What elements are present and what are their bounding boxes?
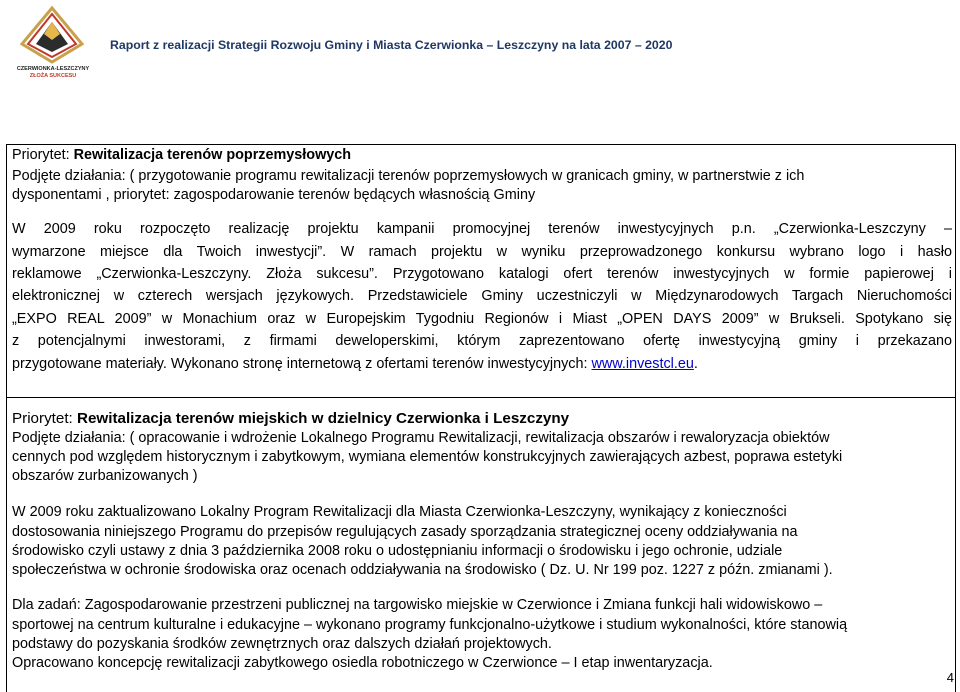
section1-para-line7 xyxy=(12,356,952,373)
section2-actions-line1: Podjęte działania: ( opracowanie i wdrożenie Lokalnego Programu Rewitalizacji, rewitalizacja obszarów i rewaloryzacja obiektów xyxy=(12,430,830,446)
section2-para2-line1: Dla zadań: Zagospodarowanie przestrzeni publicznej na targowisko miejskie w Czerwionce i Zmiana funkcji hali widowiskowo – xyxy=(12,597,823,613)
section1-priority-label: Priorytet: xyxy=(12,147,74,163)
section1-para-line7-end: . xyxy=(693,356,698,372)
section2-para2-line4: Opracowano koncepcję rewitalizacji zabytkowego osiedla robotniczego w Czerwionce – I etap inwentaryzacja. xyxy=(12,655,713,671)
section1-para-line4: elektronicznej w czterech wersjach językowych. Przedstawiciele Gminy uczestniczyli w Międzynarodowych Targach Nieruchomości xyxy=(12,288,952,304)
header-title: Raport z realizacji Strategii Rozwoju Gminy i Miasta Czerwionka – Leszczyny na lata 2007 – 2020 xyxy=(110,38,673,52)
section1-para-line7-text: przygotowane materiały. Wykonano stronę internetową z ofertami terenów inwestycyjnych: xyxy=(12,356,592,372)
section2-para1-line3: środowisko czyli ustawy z dnia 3 października 2008 roku o udostępnianiu informacji o środowisku i jego ochronie, udziale xyxy=(12,543,783,559)
section-divider xyxy=(6,397,956,398)
investcl-link[interactable]: www.investcl.eu xyxy=(591,356,694,372)
section2-actions-line3: obszarów zurbanizowanych ) xyxy=(12,468,198,484)
section2-para1-line2: dostosowania niniejszego Programu do przepisów regulujących zasady sporządzania strategicznej oceny oddziaływania na xyxy=(12,524,798,540)
section1-para-line2: wymarzone miejsce dla Twoich inwestycji”. W ramach projektu w wyniku przeprowadzonego konkursu wybrano logo i hasło xyxy=(12,244,952,260)
section2-heading xyxy=(12,410,952,427)
section2-para2-line2: sportowej na centrum kulturalne i edukacyjne – wykonano programy funkcjonalno-użytkowe i studium wykonalności, które stanowią xyxy=(12,617,848,633)
section2-para2-line3: podstawy do pozyskania środków zewnętrznych oraz dalszych działań projektowych. xyxy=(12,636,552,652)
section1-heading xyxy=(12,147,952,164)
section1-actions-line2: dysponentami , priorytet: zagospodarowanie terenów będących własnością Gminy xyxy=(12,187,536,203)
section1-para-line3: reklamowe „Czerwionka-Leszczyny. Złoża sukcesu”. Przygotowano katalogi ofert terenów inwestycyjnych w formie papierowej i xyxy=(12,266,952,282)
page-number: 4 xyxy=(946,670,954,685)
section2-actions-line2: cennych pod względem historycznym i zabytkowym, wymiana elementów konstrukcyjnych zawierających azbest, poprawa estetyki xyxy=(12,449,843,465)
section2-para1-line1: W 2009 roku zaktualizowano Lokalny Program Rewitalizacji dla Miasta Czerwionka-Leszczyny, wynikający z konieczności xyxy=(12,504,787,520)
section2-priority-title: Rewitalizacja terenów miejskich w dzielnicy Czerwionka i Leszczyny xyxy=(77,410,570,427)
section1-priority-title: Rewitalizacja terenów poprzemysłowych xyxy=(73,147,352,163)
section1-para-line5: „EXPO REAL 2009” w Monachium oraz w Europejskim Tygodniu Regionów i Miast „OPEN DAYS 2009” w Brukseli. Spotykano się xyxy=(12,311,952,327)
section1-para-line6: z potencjalnymi inwestorami, z firmami deweloperskimi, którym zaprezentowano ofertę inwestycyjną gminy i przekazano xyxy=(12,333,952,349)
logo-slogan: ZŁOŻA SUKCESU xyxy=(29,73,77,79)
section2-priority-label: Priorytet: xyxy=(12,410,77,427)
section1-actions-line1: Podjęte działania: ( przygotowanie programu rewitalizacji terenów poprzemysłowych w granicach gminy, w partnerstwie z ich xyxy=(12,168,805,184)
logo xyxy=(6,0,98,88)
logo-text: CZERWIONKA-LESZCZYNY xyxy=(16,66,90,72)
section2-para1-line4: społeczeństwa w ochronie środowiska oraz ocenach oddziaływania na środowisko ( Dz. U. Nr 199 poz. 1227 z późn. zmianami ). xyxy=(12,562,833,578)
section1-para-line1: W 2009 roku rozpoczęto realizację projektu kampanii promocyjnej terenów inwestycyjnych p.n. „Czerwionka-Leszczyny – xyxy=(12,221,952,237)
